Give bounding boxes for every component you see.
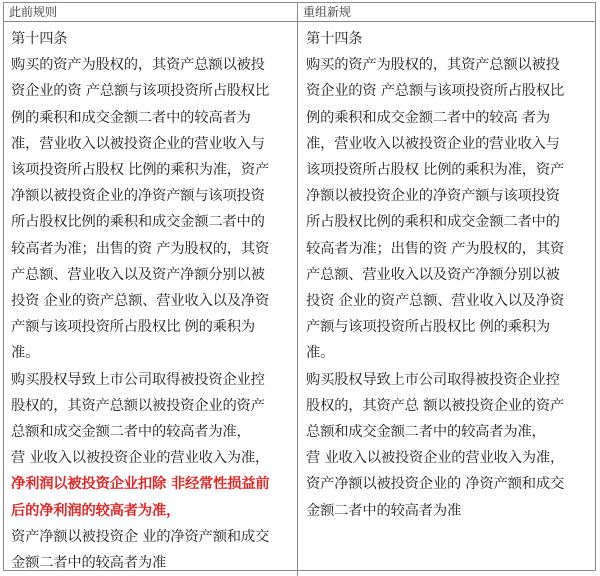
- right-line: 净额以被投资企业的净资产额与该项投资: [306, 188, 560, 205]
- header-new-rules: 重组新规: [303, 5, 352, 19]
- new-rules-column: [298, 22, 595, 576]
- table-header-row: [4, 3, 595, 22]
- right-line: 例的乘积和成交金额二者中的较高 者为: [306, 109, 550, 126]
- left-line: 资产净额以被投资企 业的净资产额和成交: [11, 528, 270, 545]
- right-line: 产总额、营业收入以及资产净额分别以被: [306, 266, 560, 283]
- left-line: 金额二者中的较高者为准: [11, 555, 167, 572]
- previous-rules-column: [4, 22, 298, 576]
- left-line: 产额与该项投资所占股权比 例的乘积为: [11, 319, 255, 336]
- left-line: 所占股权比例的乘积和成交金额二者中的: [11, 214, 265, 231]
- left-line: 较高者为准；出售的资 产为股权的，其资: [11, 240, 270, 257]
- left-line: 总额和成交金额二者中的较高者为准，: [11, 424, 251, 441]
- right-line: 较高者为准；出售的资 产为股权的，其资: [306, 240, 565, 257]
- comparison-table: [3, 2, 596, 571]
- left-line-highlighted: 后的净利润的较高者为准，: [11, 502, 181, 519]
- right-line: 股权的，其资产总 额以被投资企业的资产: [306, 397, 565, 414]
- left-line: 第十四条: [11, 31, 68, 47]
- right-line: 资产净额以被投资企业的 净资产额和成交: [306, 476, 565, 493]
- left-line: 营 业收入以被投资企业的营业收入为准，: [11, 450, 270, 467]
- right-line: 第十四条: [306, 31, 363, 47]
- left-line: 准，营业收入以被投资企业的营业收入与: [11, 135, 265, 152]
- right-line: 营 业收入以被投资企业的营业收入为准，: [306, 450, 565, 467]
- left-line: 例的乘积和成交金额二者中的较高者为: [11, 109, 251, 126]
- right-line: 准，营业收入以被投资企业的营业收入与: [306, 135, 560, 152]
- left-line: 股权的，其资产总额以被投资企业的资产: [11, 397, 265, 414]
- left-line: 准。: [11, 345, 40, 362]
- header-previous-rules: 此前规则: [4, 3, 298, 21]
- left-line: 净额以被投资企业的净资产额与该项投资: [11, 188, 265, 205]
- table-body-row: [4, 22, 595, 576]
- right-line: 准。: [306, 345, 335, 362]
- right-line: 该项投资所占股权 比例的乘积为准，资产: [306, 162, 565, 179]
- right-line: 资企业的资 产总额与该项投资所占股权比: [306, 83, 565, 100]
- left-line: 购买的资产为股权的，其资产总额以被投: [11, 57, 265, 74]
- right-line: 购买的资产为股权的，其资产总额以被投: [306, 57, 560, 74]
- right-line: 所占股权比例的乘积和成交金额二者中的: [306, 214, 560, 231]
- right-line: 总额和成交金额二者中的较高者为准，: [306, 424, 546, 441]
- right-line: 投资 企业的资产总额、营业收入以及净资: [306, 293, 565, 310]
- left-line: 投资 企业的资产总额、营业收入以及净资: [11, 293, 270, 310]
- left-line: 资企业的资 产总额与该项投资所占股权比: [11, 83, 270, 100]
- left-line: 购买股权导致上市公司取得被投资企业控: [11, 371, 265, 388]
- left-line-highlighted: 净利润以被投资企业扣除 非经常性损益前: [11, 476, 270, 493]
- right-line: 购买股权导致上市公司取得被投资企业控: [306, 371, 560, 388]
- left-line: 该项投资所占股权 比例的乘积为准，资产: [11, 162, 270, 179]
- right-line: 金额二者中的较高者为准: [306, 502, 462, 519]
- right-line: 产额与该项投资所占股权比 例的乘积为: [306, 319, 550, 336]
- left-line: 产总额、营业收入以及资产净额分别以被: [11, 266, 265, 283]
